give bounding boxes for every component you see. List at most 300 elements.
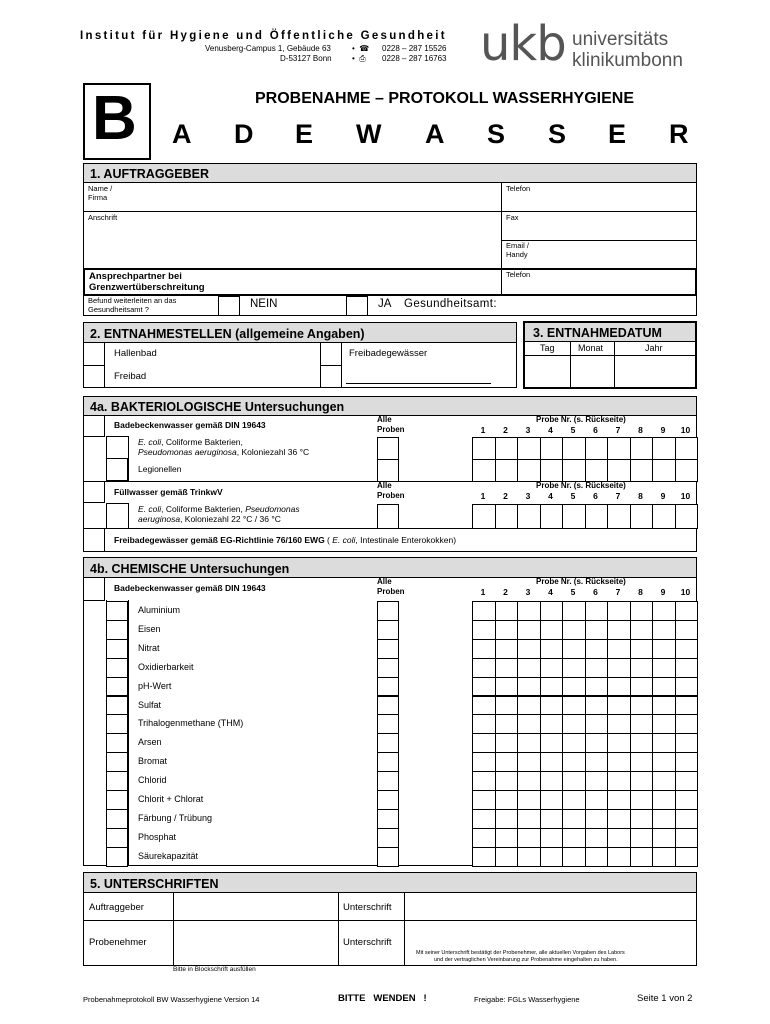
chem-item-checkbox[interactable]: [106, 752, 128, 772]
chem-probe-cell[interactable]: [675, 677, 699, 697]
chem-probe-cell[interactable]: [540, 601, 564, 621]
chem-probe-cell[interactable]: [630, 828, 654, 848]
handy-label: Handy: [506, 250, 528, 259]
chem-probe-cell[interactable]: [607, 601, 631, 621]
chem-probe-cell[interactable]: [675, 696, 699, 716]
chem-probe-cell[interactable]: [495, 790, 519, 810]
chem-probe-cell[interactable]: [585, 790, 609, 810]
chem-probe-cell[interactable]: [495, 714, 519, 734]
bade-bakt-checkbox[interactable]: [83, 415, 105, 437]
chem-probe-cell[interactable]: [585, 771, 609, 791]
chem-item-checkbox[interactable]: [106, 658, 128, 678]
chem-probe-cell[interactable]: [540, 809, 564, 829]
chem-probe-cell[interactable]: [607, 677, 631, 697]
chem-probe-cell[interactable]: [630, 677, 654, 697]
header-phone: 0228 – 287 15526: [382, 44, 447, 53]
chem-probe-cell[interactable]: [540, 733, 564, 753]
chem-probe-cell[interactable]: [495, 639, 519, 659]
chem-probe-cell[interactable]: [540, 828, 564, 848]
chem-probe-cell[interactable]: [540, 847, 564, 867]
chem-probe-cell[interactable]: [562, 733, 586, 753]
chem-alle-proben-checkbox[interactable]: [377, 714, 399, 734]
title-letter: R: [669, 119, 689, 149]
bakt-probe-cell[interactable]: [472, 437, 496, 460]
chem-probe-number: 1: [480, 587, 486, 597]
chem-probe-cell[interactable]: [472, 620, 496, 640]
chem-probe-cell[interactable]: [630, 752, 654, 772]
chem-alle-proben-checkbox[interactable]: [377, 733, 399, 753]
chem-probe-cell[interactable]: [562, 771, 586, 791]
hallenbad-label: Hallenbad: [114, 348, 157, 359]
fax-icon: • ⎙: [352, 54, 366, 63]
freibad-label: Freibad: [114, 371, 147, 382]
big-letter: B: [92, 84, 137, 153]
chem-probe-cell[interactable]: [517, 677, 541, 697]
chem-probe-cell[interactable]: [562, 828, 586, 848]
chem-probe-cell[interactable]: [607, 828, 631, 848]
chem-probe-cell[interactable]: [495, 620, 519, 640]
chem-probe-cell[interactable]: [472, 771, 496, 791]
bakt-probe-cell[interactable]: [472, 459, 496, 482]
chem-probe-cell[interactable]: [472, 733, 496, 753]
chem-item-label: Oxidierbarkeit: [138, 661, 194, 672]
chem-alle-proben-checkbox[interactable]: [377, 620, 399, 640]
bakt-probe-cell[interactable]: [540, 459, 564, 482]
bakt-alle-proben-checkbox[interactable]: [377, 437, 399, 460]
chem-probe-number: 10: [680, 587, 691, 597]
chem-probe-cell[interactable]: [607, 639, 631, 659]
chem-probe-cell[interactable]: [675, 809, 699, 829]
chem-probe-cell[interactable]: [630, 771, 654, 791]
chem-alle-proben-checkbox[interactable]: [377, 847, 399, 867]
fuell-probe-cell[interactable]: [472, 504, 496, 529]
chem-probe-cell[interactable]: [472, 601, 496, 621]
chem-alle-proben-checkbox[interactable]: [377, 601, 399, 621]
chem-probe-cell[interactable]: [540, 752, 564, 772]
title-letter: A: [172, 119, 192, 149]
chem-probe-cell[interactable]: [495, 828, 519, 848]
title-letter: A: [425, 119, 445, 149]
chem-probe-nr-label: Probe Nr. (s. Rückseite): [536, 577, 626, 586]
chem-probe-cell[interactable]: [585, 733, 609, 753]
chem-probe-cell[interactable]: [652, 828, 676, 848]
chem-probe-number: 8: [638, 587, 643, 597]
fuell-probe-cell[interactable]: [585, 504, 609, 529]
chem-probe-cell[interactable]: [540, 790, 564, 810]
chem-probe-cell[interactable]: [630, 809, 654, 829]
title-letter: D: [234, 119, 254, 149]
fuell-probe-number: 10: [680, 491, 691, 501]
bakt-probe-cell[interactable]: [675, 437, 699, 460]
bakt-probe-number: 8: [638, 425, 643, 435]
chem-probe-cell[interactable]: [652, 658, 676, 678]
confirmation-note-2: und der vertraglichen Vereinbarung zur Probenahme eingehalten zu haben.: [434, 957, 618, 963]
chem-probe-cell[interactable]: [652, 733, 676, 753]
chem-probe-cell[interactable]: [517, 714, 541, 734]
bakt-probe-cell[interactable]: [630, 459, 654, 482]
ja-checkbox[interactable]: [346, 296, 368, 316]
probenehmer-name-field[interactable]: [174, 921, 337, 965]
chem-probe-cell[interactable]: [630, 790, 654, 810]
nein-label: NEIN: [250, 298, 278, 310]
chem-probe-cell[interactable]: [675, 790, 699, 810]
chem-probe-cell[interactable]: [517, 828, 541, 848]
chem-probe-cell[interactable]: [472, 714, 496, 734]
title-letter: S: [487, 119, 506, 149]
email-label: Email /: [506, 241, 529, 250]
chem-probe-cell[interactable]: [675, 752, 699, 772]
chem-probe-cell[interactable]: [517, 696, 541, 716]
chem-probe-cell[interactable]: [652, 809, 676, 829]
chem-probe-cell[interactable]: [607, 658, 631, 678]
chem-probe-cell[interactable]: [630, 639, 654, 659]
title-letter: E: [608, 119, 627, 149]
chem-probe-cell[interactable]: [607, 790, 631, 810]
chem-probe-cell[interactable]: [562, 714, 586, 734]
chem-probe-cell[interactable]: [585, 847, 609, 867]
ukb-logo: ukb: [480, 16, 566, 72]
chem-probe-cell[interactable]: [585, 658, 609, 678]
bakt-proben-label: Proben: [377, 425, 405, 434]
fuell-probe-cell[interactable]: [607, 504, 631, 529]
bakt-probe-cell[interactable]: [562, 459, 586, 482]
form-subtitle: PROBENAHME – PROTOKOLL WASSERHYGIENE: [255, 90, 635, 107]
chem-item-label: pH-Wert: [138, 680, 172, 691]
chem-probe-cell[interactable]: [517, 658, 541, 678]
chem-probe-number: 4: [548, 587, 553, 597]
chem-probe-cell[interactable]: [517, 733, 541, 753]
fuell-proben-label: Proben: [377, 491, 405, 500]
fuell-probe-nr-label: Probe Nr. (s. Rückseite): [536, 481, 626, 490]
header-fax: 0228 – 287 16763: [382, 54, 447, 63]
chem-probe-cell[interactable]: [630, 696, 654, 716]
chem-probe-cell[interactable]: [585, 696, 609, 716]
chem-probe-cell[interactable]: [607, 809, 631, 829]
legionellen-checkbox[interactable]: [106, 458, 128, 481]
fuell-probe-number: 8: [638, 491, 643, 501]
chem-probe-cell[interactable]: [540, 696, 564, 716]
chem-probe-cell[interactable]: [472, 790, 496, 810]
chem-item-checkbox[interactable]: [106, 771, 128, 791]
telefon-label: Telefon: [506, 184, 531, 193]
chem-probe-cell[interactable]: [562, 752, 586, 772]
ja-label: JA: [378, 298, 392, 310]
chem-probe-cell[interactable]: [472, 658, 496, 678]
chem-probe-cell[interactable]: [630, 733, 654, 753]
chem-probe-cell[interactable]: [517, 752, 541, 772]
chem-probe-cell[interactable]: [585, 752, 609, 772]
chem-item-label: Aluminium: [138, 605, 181, 615]
nein-checkbox[interactable]: [218, 296, 240, 316]
freibad-checkbox[interactable]: [83, 365, 105, 388]
chem-item-label: Bromat: [138, 756, 168, 767]
chem-item-checkbox[interactable]: [106, 696, 128, 716]
chem-probe-cell[interactable]: [630, 658, 654, 678]
chem-probe-cell[interactable]: [495, 847, 519, 867]
chem-probe-cell[interactable]: [472, 847, 496, 867]
chem-probe-cell[interactable]: [585, 677, 609, 697]
chem-alle-proben-checkbox[interactable]: [377, 828, 399, 848]
chem-probe-cell[interactable]: [607, 620, 631, 640]
chem-item-checkbox[interactable]: [106, 809, 128, 829]
chem-item-checkbox[interactable]: [106, 714, 128, 734]
frei-bakt-checkbox[interactable]: [83, 528, 105, 552]
chem-probe-cell[interactable]: [517, 639, 541, 659]
bakt-probe-cell[interactable]: [630, 437, 654, 460]
bakt-probe-cell[interactable]: [607, 437, 631, 460]
chem-probe-cell[interactable]: [495, 658, 519, 678]
chem-probe-cell[interactable]: [607, 733, 631, 753]
chem-probe-cell[interactable]: [562, 639, 586, 659]
chem-alle-proben-checkbox[interactable]: [377, 696, 399, 716]
chem-probe-cell[interactable]: [540, 677, 564, 697]
jahr-label: Jahr: [645, 343, 663, 353]
bakt-probe-number: 7: [615, 425, 621, 435]
section-5-heading: 5. UNTERSCHRIFTEN: [83, 872, 697, 893]
chem-probe-cell[interactable]: [652, 601, 676, 621]
chem-probe-cell[interactable]: [495, 696, 519, 716]
fuell-probe-cell[interactable]: [517, 504, 541, 529]
fuell-probe-number: 5: [570, 491, 576, 501]
fuell-probe-number: 1: [480, 491, 486, 501]
chem-probe-cell[interactable]: [517, 771, 541, 791]
chem-probe-cell[interactable]: [517, 620, 541, 640]
chem-probe-cell[interactable]: [675, 601, 699, 621]
legionellen-label: Legionellen: [138, 464, 182, 474]
chem-probe-cell[interactable]: [562, 658, 586, 678]
monat-input[interactable]: [571, 356, 614, 387]
auftraggeber-name-field[interactable]: [174, 893, 337, 919]
chem-probe-cell[interactable]: [540, 714, 564, 734]
chem-probe-number: 6: [593, 587, 598, 597]
chem-probe-cell[interactable]: [472, 809, 496, 829]
chem-probe-cell[interactable]: [517, 809, 541, 829]
probenehmer-signature-field[interactable]: [405, 921, 696, 951]
befund-label-1: Befund weiterleiten an das: [88, 296, 177, 305]
bakt-probe-number: 2: [503, 425, 508, 435]
freibadegewaesser-line[interactable]: [346, 383, 491, 384]
chem-item-checkbox[interactable]: [106, 733, 128, 753]
chem-probe-cell[interactable]: [652, 790, 676, 810]
chem-probe-cell[interactable]: [517, 790, 541, 810]
chem-probe-cell[interactable]: [607, 696, 631, 716]
chem-alle-proben-checkbox[interactable]: [377, 677, 399, 697]
bade-chem-checkbox[interactable]: [83, 577, 105, 601]
chem-probe-cell[interactable]: [652, 696, 676, 716]
bakt-probe-cell[interactable]: [517, 459, 541, 482]
chem-alle-label: Alle: [377, 577, 392, 586]
fuell-probe-cell[interactable]: [630, 504, 654, 529]
chem-probe-cell[interactable]: [562, 677, 586, 697]
auftraggeber-signature-field[interactable]: [405, 893, 696, 919]
freibadegewaesser-checkbox[interactable]: [320, 342, 342, 366]
footer-page-number: Seite 1 von 2: [637, 993, 693, 1004]
chem-item-label: Sulfat: [138, 699, 162, 710]
chem-probe-cell[interactable]: [585, 601, 609, 621]
bakt-probe-cell[interactable]: [585, 437, 609, 460]
befund-label-2: Gesundheitsamt ?: [88, 305, 149, 314]
bade-bakt-title: Badebeckenwasser gemäß DIN 19643: [114, 420, 266, 430]
name-label: Name /: [88, 184, 113, 193]
chem-probe-cell[interactable]: [652, 639, 676, 659]
title-letter: E: [295, 119, 314, 149]
chem-probe-cell[interactable]: [675, 620, 699, 640]
chem-probe-cell[interactable]: [540, 620, 564, 640]
bakt-probe-number: 1: [480, 425, 486, 435]
tag-input[interactable]: [525, 356, 570, 387]
section-3-heading: 3. ENTNAHMEDATUM: [525, 323, 695, 342]
fuell-probe-cell[interactable]: [540, 504, 564, 529]
chem-probe-cell[interactable]: [517, 601, 541, 621]
chem-alle-proben-checkbox[interactable]: [377, 752, 399, 772]
chem-item-checkbox[interactable]: [106, 790, 128, 810]
chem-alle-proben-checkbox[interactable]: [377, 639, 399, 659]
chem-probe-cell[interactable]: [495, 771, 519, 791]
chem-alle-proben-checkbox[interactable]: [377, 809, 399, 829]
gesundheitsamt-label: Gesundheitsamt:: [404, 298, 497, 310]
bakt-probe-cell[interactable]: [540, 437, 564, 460]
fuell-probe-cell[interactable]: [562, 504, 586, 529]
fuell-probe-cell[interactable]: [495, 504, 519, 529]
chem-probe-cell[interactable]: [495, 733, 519, 753]
frei-bakt-label: Freibadegewässer gemäß EG-Richtlinie 76/160 EWG ( E. coli, Intestinale Enterokokken): [114, 535, 457, 545]
chem-probe-cell[interactable]: [585, 714, 609, 734]
chem-probe-cell[interactable]: [675, 658, 699, 678]
chem-probe-cell[interactable]: [652, 714, 676, 734]
bakt-alle-proben-checkbox[interactable]: [377, 459, 399, 482]
telefon2-label: Telefon: [506, 270, 531, 279]
chem-probe-cell[interactable]: [652, 771, 676, 791]
chem-probe-cell[interactable]: [607, 847, 631, 867]
footer-freigabe: Freigabe: FGLs Wasserhygiene: [474, 995, 580, 1004]
fuell-checkbox[interactable]: [83, 481, 105, 503]
chem-item-checkbox[interactable]: [106, 639, 128, 659]
bakt-probe-cell[interactable]: [607, 459, 631, 482]
freibadegewaesser-label: Freibadegewässer: [349, 348, 428, 359]
chem-probe-cell[interactable]: [675, 714, 699, 734]
chem-probe-cell[interactable]: [495, 677, 519, 697]
fuell-probe-number: 4: [548, 491, 553, 501]
title-letter: S: [548, 119, 567, 149]
chem-alle-proben-checkbox[interactable]: [377, 771, 399, 791]
chem-probe-cell[interactable]: [630, 714, 654, 734]
auftraggeber-label: Auftraggeber: [89, 902, 144, 913]
section-4a-heading: 4a. BAKTERIOLOGISCHE Untersuchungen: [83, 396, 697, 416]
chem-probe-cell[interactable]: [562, 809, 586, 829]
chem-probe-cell[interactable]: [675, 847, 699, 867]
chem-item-checkbox[interactable]: [106, 601, 128, 621]
fuell-title: Füllwasser gemäß TrinkwV: [114, 487, 223, 497]
chem-probe-cell[interactable]: [540, 658, 564, 678]
chem-probe-cell[interactable]: [607, 771, 631, 791]
chem-item-checkbox[interactable]: [106, 677, 128, 697]
chem-probe-cell[interactable]: [630, 847, 654, 867]
chem-alle-proben-checkbox[interactable]: [377, 658, 399, 678]
chem-item-label: Chlorid: [138, 775, 167, 786]
bakt-probe-cell[interactable]: [517, 437, 541, 460]
chem-probe-cell[interactable]: [585, 639, 609, 659]
fuell-probe-cell[interactable]: [652, 504, 676, 529]
chem-probe-cell[interactable]: [495, 809, 519, 829]
chem-probe-cell[interactable]: [540, 639, 564, 659]
chem-probe-cell[interactable]: [495, 752, 519, 772]
chem-probe-cell[interactable]: [585, 828, 609, 848]
jahr-input[interactable]: [615, 356, 695, 387]
chem-probe-cell[interactable]: [517, 847, 541, 867]
fuell-probe-number: 2: [503, 491, 508, 501]
chem-probe-cell[interactable]: [675, 639, 699, 659]
chem-probe-cell[interactable]: [652, 620, 676, 640]
chem-probe-cell[interactable]: [585, 620, 609, 640]
bakt-probe-cell[interactable]: [495, 459, 519, 482]
chem-probe-cell[interactable]: [607, 714, 631, 734]
chem-probe-cell[interactable]: [562, 620, 586, 640]
bakt-probe-cell[interactable]: [652, 437, 676, 460]
chem-probe-number: 9: [660, 587, 666, 597]
fuell-alle-proben-checkbox[interactable]: [377, 504, 399, 529]
chem-probe-cell[interactable]: [562, 847, 586, 867]
fuell-alle-label: Alle: [377, 481, 392, 490]
chem-probe-cell[interactable]: [562, 696, 586, 716]
chem-probe-cell[interactable]: [472, 828, 496, 848]
chem-probe-cell[interactable]: [675, 828, 699, 848]
chem-probe-cell[interactable]: [630, 601, 654, 621]
chem-probe-cell[interactable]: [652, 677, 676, 697]
chem-probe-cell[interactable]: [630, 620, 654, 640]
chem-probe-cell[interactable]: [540, 771, 564, 791]
fuell-probe-cell[interactable]: [675, 504, 699, 529]
bakt-probe-number: 5: [570, 425, 576, 435]
ukb-logo-text-1: universitäts: [572, 29, 669, 50]
section-1-heading: 1. AUFTRAGGEBER: [83, 163, 697, 183]
bakt-probe-cell[interactable]: [495, 437, 519, 460]
chem-probe-cell[interactable]: [585, 809, 609, 829]
chem-probe-cell[interactable]: [472, 639, 496, 659]
chem-probe-cell[interactable]: [675, 771, 699, 791]
chem-probe-number: 5: [570, 587, 576, 597]
chem-item-label: Phosphat: [138, 831, 177, 842]
chem-alle-proben-checkbox[interactable]: [377, 790, 399, 810]
section-2-heading: 2. ENTNAHMESTELLEN (allgemeine Angaben): [83, 322, 517, 343]
chem-probe-cell[interactable]: [472, 677, 496, 697]
chem-probe-cell[interactable]: [675, 733, 699, 753]
chem-probe-cell[interactable]: [562, 601, 586, 621]
bakt-probe-number: 3: [525, 425, 531, 435]
hallenbad-checkbox[interactable]: [83, 342, 105, 366]
chem-item-checkbox[interactable]: [106, 620, 128, 640]
chem-probe-cell[interactable]: [652, 752, 676, 772]
chem-item-checkbox[interactable]: [106, 828, 128, 848]
fuell-probe-number: 3: [525, 491, 531, 501]
bakt-probe-cell[interactable]: [585, 459, 609, 482]
bakt-probe-cell[interactable]: [562, 437, 586, 460]
chem-item-checkbox[interactable]: [106, 847, 128, 867]
chem-probe-cell[interactable]: [652, 847, 676, 867]
anschrift-label: Anschrift: [88, 213, 118, 222]
freibadegewaesser-checkbox-2[interactable]: [320, 365, 342, 388]
chem-proben-label: Proben: [377, 587, 405, 596]
bakt-probe-cell[interactable]: [675, 459, 699, 482]
firma-label: Firma: [88, 193, 108, 202]
chem-probe-cell[interactable]: [472, 752, 496, 772]
chem-probe-cell[interactable]: [562, 790, 586, 810]
bakt-probe-cell[interactable]: [652, 459, 676, 482]
chem-probe-cell[interactable]: [472, 696, 496, 716]
chem-probe-cell[interactable]: [495, 601, 519, 621]
fuell-line-1: E. coli, Coliforme Bakterien, Pseudomonas: [138, 504, 300, 514]
fuell-probe-number: 7: [615, 491, 621, 501]
chem-probe-cell[interactable]: [607, 752, 631, 772]
